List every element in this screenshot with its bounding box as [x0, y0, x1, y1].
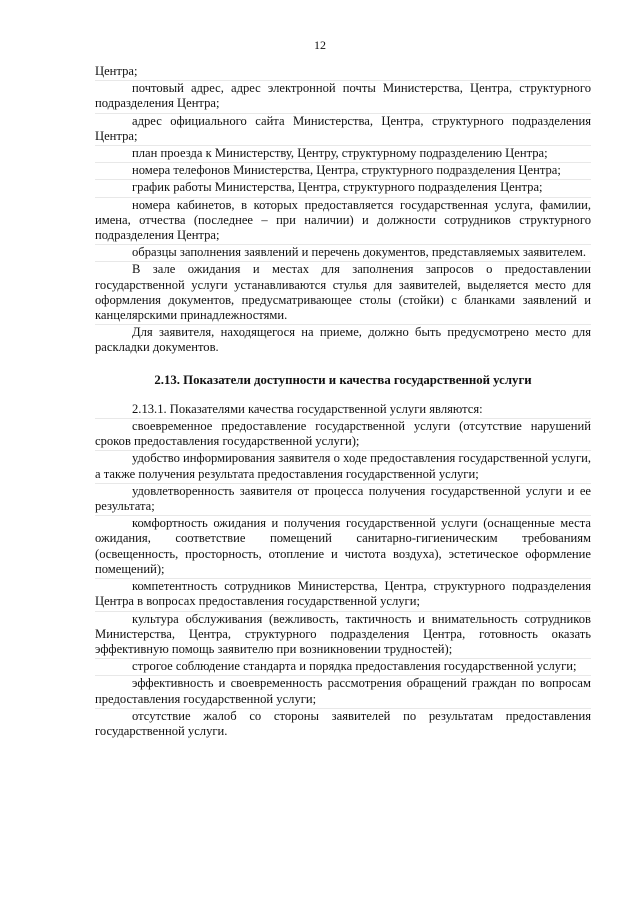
paragraph: комфортность ожидания и получения государственной услуги (оснащенные места ожидания, соответствие помещений санитарно-гигиеническим требованиям (освещенность, просторность, отопление и чистота воздуха), эстетическое оформление помещений);	[95, 516, 591, 576]
paragraph: отсутствие жалоб со стороны заявителей по результатам предоставления государственной услуги.	[95, 708, 591, 738]
paragraph: адрес официального сайта Министерства, Центра, структурного подразделения Центра;	[95, 113, 591, 143]
paragraph: эффективность и своевременность рассмотрения обращений граждан по вопросам предоставления государственной услуги;	[95, 676, 591, 706]
paragraph: компетентность сотрудников Министерства, Центра, структурного подразделения Центра в вопросах предоставления государственной услуги;	[95, 579, 591, 609]
paragraph: Для заявителя, находящегося на приеме, должно быть предусмотрено место для раскладки документов.	[95, 325, 591, 355]
paragraph: культура обслуживания (вежливость, тактичность и внимательность сотрудников Министерства, Центра, структурного подразделения Центра, готовность оказать эффективную помощь заявителю при возникновении трудностей);	[95, 611, 591, 656]
paragraph: образцы заполнения заявлений и перечень документов, представляемых заявителем.	[132, 245, 587, 260]
paragraph: своевременное предоставление государственной услуги (отсутствие нарушений сроков предоставления государственной услуги);	[95, 419, 591, 449]
paragraph: 2.13.1. Показателями качества государственной услуги являются:	[132, 401, 483, 416]
paragraph: график работы Министерства, Центра, структурного подразделения Центра;	[132, 180, 543, 195]
page-content	[95, 64, 591, 739]
paragraph: почтовый адрес, адрес электронной почты Министерства, Центра, структурного подразделения Центра;	[95, 81, 591, 111]
page-number: 12	[314, 38, 326, 52]
paragraph: Центра;	[95, 64, 138, 78]
paragraph: номера телефонов Министерства, Центра, структурного подразделения Центра;	[132, 163, 561, 178]
paragraph: В зале ожидания и местах для заполнения запросов о предоставлении государственной услуги устанавливаются стулья для заявителей, выделяется место для оформления документов, предусматривающее столы (стойки) с бланками заявлений и канцелярскими принадлежностями.	[95, 262, 591, 323]
paragraphs-before	[95, 64, 591, 356]
paragraph: строгое соблюдение стандарта и порядка предоставления государственной услуги;	[132, 659, 577, 674]
paragraph: удобство информирования заявителя о ходе предоставления государственной услуги, а также получения результата предоставления государственной услуги;	[95, 451, 591, 481]
paragraph: номера кабинетов, в которых предоставляется государственная услуга, фамилии, имена, отчества (последнее – при наличии) и должности сотрудников структурного подразделения Центра;	[95, 197, 591, 243]
section-heading: 2.13. Показатели доступности и качества государственной услуги	[154, 372, 532, 387]
paragraph: план проезда к Министерству, Центру, структурному подразделению Центра;	[132, 146, 548, 161]
paragraph: удовлетворенность заявителя от процесса получения государственной услуги и ее результата;	[95, 483, 591, 514]
paragraphs-after	[95, 402, 591, 739]
